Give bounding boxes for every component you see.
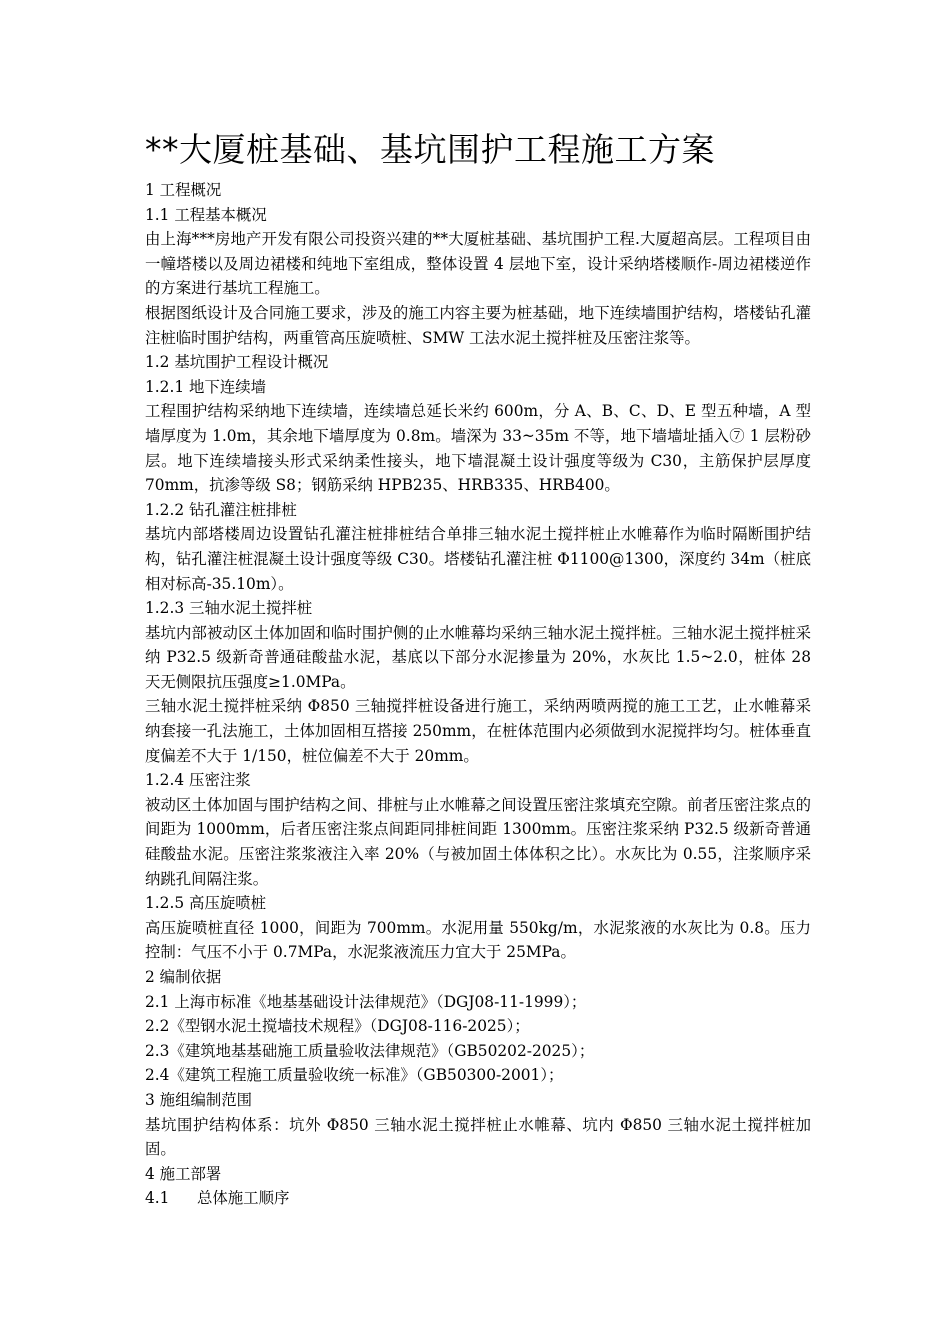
basis-2-1: 2.1 上海市标准《地基基础设计法律规范》（DGJ08-11-1999）； <box>145 992 587 1011</box>
basis-2-4: 2.4《建筑工程施工质量验收统一标准》（GB50300-2001）； <box>145 1066 564 1085</box>
heading-4-1 <box>145 1186 811 1211</box>
para-1-2-2: 基坑内部塔楼周边设置钻孔灌注桩排桩结合单排三轴水泥土搅拌桩止水帷幕作为临时隔断围护结构，钻孔灌注桩混凝土设计强度等级 C30。塔楼钻孔灌注桩 Φ1100@1300，深度约 34m（桩底相对标高-35.10m）。 <box>145 525 811 593</box>
heading-1-2-2: 1.2.2 钻孔灌注桩排桩 <box>145 500 297 519</box>
para-1-1-b: 根据图纸设计及合同施工要求，涉及的施工内容主要为桩基础，地下连续墙围护结构，塔楼钻孔灌注桩临时围护结构，两重管高压旋喷桩、SMW 工法水泥土搅拌桩及压密注浆等。 <box>145 303 811 347</box>
para-3: 基坑围护结构体系：坑外 Φ850 三轴水泥土搅拌桩止水帷幕、坑内 Φ850 三轴水泥土搅拌桩加固。 <box>145 1115 811 1159</box>
heading-4-1-number: 4.1 <box>145 1189 170 1208</box>
para-1-2-1: 工程围护结构采纳地下连续墙，连续墙总延长米约 600m，分 A、B、C、D、E 型五种墙，A 型墙厚度为 1.0m，其余地下墙厚度为 0.8m。墙深为 33~35m 不等，地下墙墙址插入⑦ 1 层粉砂层。地下连续墙接头形式采纳柔性接头，地下墙混凝土设计强度等级为 C30，主筋保护层厚度 70mm，抗渗等级 S8；钢筋采纳 HPB235、HRB335、HRB400。 <box>145 402 811 495</box>
heading-4: 4 施工部署 <box>145 1164 222 1183</box>
heading-3: 3 施组编制范围 <box>145 1090 253 1109</box>
para-1-2-3-a: 基坑内部被动区土体加固和临时围护侧的止水帷幕均采纳三轴水泥土搅拌桩。三轴水泥土搅拌桩采纳 P32.5 级新奇普通硅酸盐水泥，基底以下部分水泥掺量为 20%，水灰比 1.5~2.0，桩体 28 天无侧限抗压强度≥1.0MPa。 <box>145 623 811 691</box>
heading-4-1-text: 总体施工顺序 <box>197 1189 290 1208</box>
heading-1-2-1: 1.2.1 地下连续墙 <box>145 377 267 396</box>
heading-2: 2 编制依据 <box>145 968 222 986</box>
basis-2-2: 2.2《型钢水泥土搅墙技术规程》（DGJ08-116-2025）； <box>145 1017 530 1036</box>
heading-1: 1 工程概况 <box>145 181 222 199</box>
heading-1-2-3: 1.2.3 三轴水泥土搅拌桩 <box>145 599 313 618</box>
para-1-2-3-b: 三轴水泥土搅拌桩采纳 Φ850 三轴搅拌桩设备进行施工，采纳两喷两搅的施工工艺，止水帷幕采纳套接一孔法施工，土体加固相互搭接 250mm，在桩体范围内必须做到水泥搅拌均匀。桩体垂直度偏差不大于 1/150，桩位偏差不大于 20mm。 <box>145 697 811 765</box>
document-page <box>145 128 811 1211</box>
heading-1-2-5: 1.2.5 高压旋喷桩 <box>145 894 267 913</box>
heading-1-2: 1.2 基坑围护工程设计概况 <box>145 353 329 372</box>
para-1-1-a: 由上海***房地产开发有限公司投资兴建的**大厦桩基础、基坑围护工程.大厦超高层。工程项目由一幢塔楼以及周边裙楼和纯地下室组成，整体设置 4 层地下室，设计采纳塔楼顺作-周边裙楼逆作的方案进行基坑工程施工。 <box>145 230 811 298</box>
basis-2-3: 2.3《建筑地基基础施工质量验收法律规范》（GB50202-2025）； <box>145 1041 595 1060</box>
para-1-2-5: 高压旋喷桩直径 1000，间距为 700mm。水泥用量 550kg/m，水泥浆液的水灰比为 0.8。压力控制：气压不小于 0.7MPa，水泥浆液流压力宜大于 25MPa。 <box>145 918 811 962</box>
heading-1-1: 1.1 工程基本概况 <box>145 205 267 224</box>
heading-1-2-4: 1.2.4 压密注浆 <box>145 771 251 790</box>
para-1-2-4: 被动区土体加固与围护结构之间、排桩与止水帷幕之间设置压密注浆填充空隙。前者压密注浆点的间距为 1000mm，后者压密注浆点间距同排桩间距 1300mm。压密注浆采纳 P32.5 级新奇普通硅酸盐水泥。压密注浆浆液注入率 20%（与被加固土体体积之比）。水灰比为 0.55，注浆顺序采纳跳孔间隔注浆。 <box>145 795 811 888</box>
document-title: **大厦桩基础、基坑围护工程施工方案 <box>145 130 715 169</box>
document-body <box>145 178 811 1211</box>
